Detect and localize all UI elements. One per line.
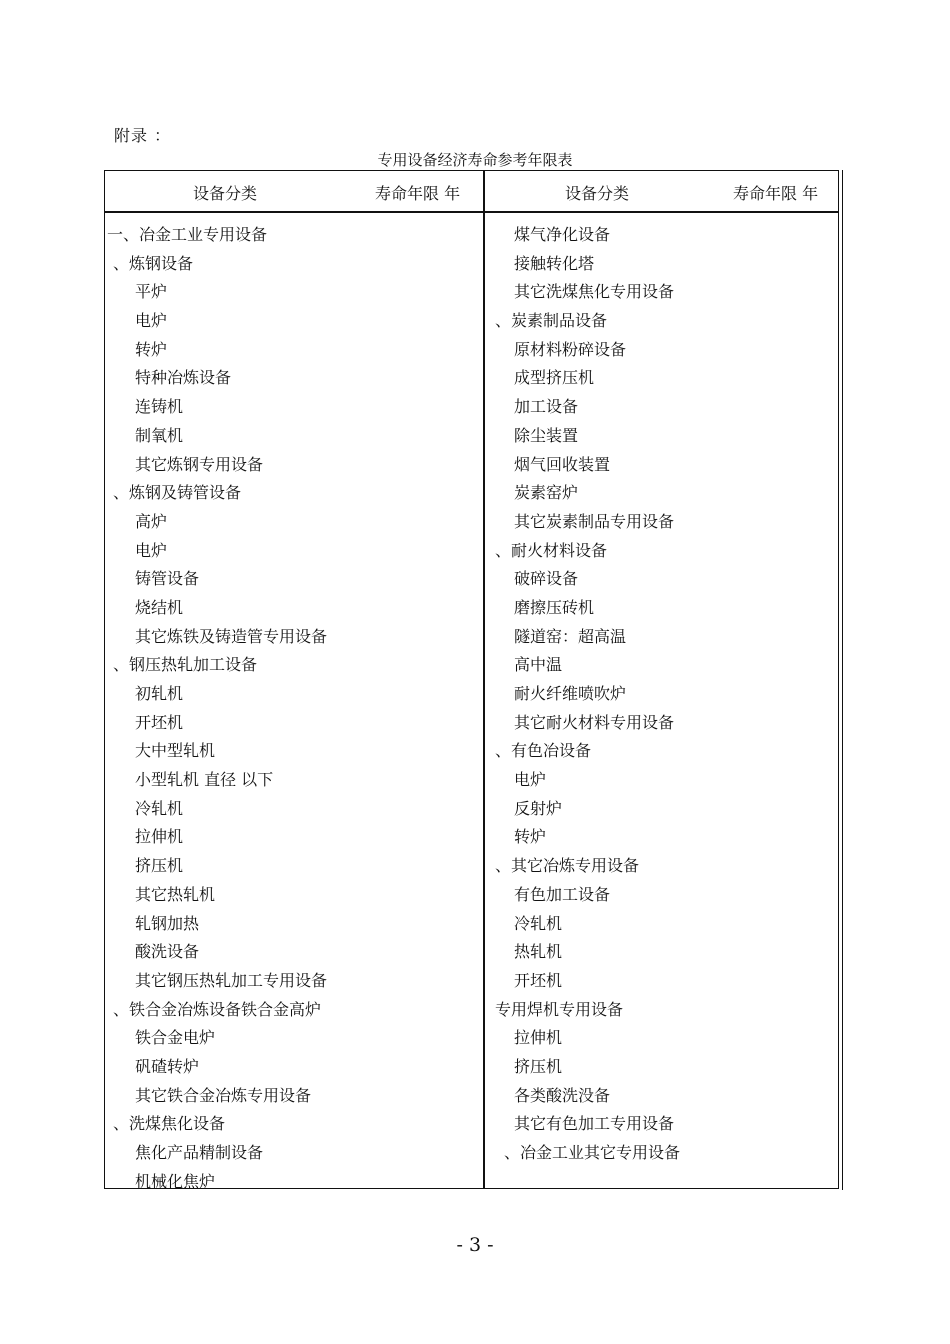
equipment-item: 机械化焦炉 bbox=[135, 1171, 216, 1191]
category-heading: 、炭素制品设备 bbox=[495, 311, 608, 331]
header-left-category: 设备分类 bbox=[193, 184, 258, 203]
appendix-label: 附录 ： bbox=[114, 126, 172, 145]
equipment-item: 矾碴转炉 bbox=[135, 1056, 200, 1076]
category-heading: 、铁合金冶炼设备铁合金高炉 bbox=[113, 999, 322, 1019]
equipment-item: 拉伸机 bbox=[135, 827, 184, 847]
header-divider bbox=[105, 211, 838, 213]
header-left-life: 寿命年限 年 bbox=[375, 184, 461, 203]
equipment-item: 除尘装置 bbox=[514, 425, 579, 445]
equipment-item: 冷轧机 bbox=[135, 798, 184, 818]
page-number: - 3 - bbox=[456, 1234, 494, 1256]
equipment-item: 高中温 bbox=[514, 655, 563, 675]
equipment-item: 炭素窑炉 bbox=[514, 483, 579, 503]
equipment-item: 初轧机 bbox=[135, 684, 184, 703]
category-heading: 、钢压热轧加工设备 bbox=[113, 655, 258, 675]
equipment-item: 电炉 bbox=[514, 770, 547, 790]
equipment-item: 开坯机 bbox=[135, 712, 184, 732]
equipment-item: 磨擦压砖机 bbox=[514, 597, 595, 617]
equipment-item: 轧钢加热 bbox=[135, 913, 200, 933]
equipment-item: 转炉 bbox=[135, 339, 168, 359]
equipment-item: 烟气回收装置 bbox=[514, 454, 611, 474]
equipment-item: 破碎设备 bbox=[514, 569, 579, 589]
header-right-category: 设备分类 bbox=[565, 184, 630, 203]
equipment-item: 其它洗煤焦化专用设备 bbox=[514, 282, 675, 302]
equipment-item: 隧道窑：超高温 bbox=[514, 626, 627, 646]
category-heading: 一、冶金工业专用设备 bbox=[107, 225, 268, 244]
equipment-item: 热轧机 bbox=[514, 942, 563, 962]
equipment-item: 烧结机 bbox=[135, 597, 184, 617]
equipment-item: 大中型轧机 bbox=[135, 741, 216, 761]
equipment-item: 开坯机 bbox=[514, 970, 563, 990]
column-divider bbox=[483, 171, 485, 1188]
equipment-item: 拉伸机 bbox=[514, 1028, 563, 1048]
left-category-list bbox=[105, 221, 483, 1196]
category-heading: 、有色冶设备 bbox=[495, 741, 592, 761]
equipment-item: 成型挤压机 bbox=[514, 368, 595, 388]
equipment-item: 冷轧机 bbox=[514, 913, 563, 933]
equipment-item: 其它炼钢专用设备 bbox=[135, 454, 264, 474]
equipment-item: 其它炭素制品专用设备 bbox=[514, 511, 675, 531]
equipment-item: 有色加工设备 bbox=[514, 884, 611, 904]
equipment-item: 连铸机 bbox=[135, 397, 184, 417]
equipment-item: 平炉 bbox=[135, 282, 168, 302]
equipment-item: 铁合金电炉 bbox=[135, 1028, 216, 1048]
equipment-item: 反射炉 bbox=[514, 798, 563, 818]
equipment-item: 高炉 bbox=[135, 511, 168, 531]
category-heading: 、耐火材料设备 bbox=[495, 540, 608, 560]
category-heading: 、炼钢及铸管设备 bbox=[113, 483, 242, 503]
equipment-life-table bbox=[104, 170, 839, 1189]
equipment-item: 电炉 bbox=[135, 311, 168, 331]
equipment-item: 其它炼铁及铸造管专用设备 bbox=[135, 626, 328, 646]
equipment-item: 铸管设备 bbox=[135, 569, 200, 589]
equipment-item: 各类酸洗没备 bbox=[514, 1085, 611, 1105]
right-category-list bbox=[486, 221, 836, 1168]
equipment-item: 制氧机 bbox=[135, 425, 184, 445]
category-heading: 、炼钢设备 bbox=[113, 253, 194, 273]
equipment-item: 煤气净化设备 bbox=[514, 225, 611, 244]
header-right-life: 寿命年限 年 bbox=[733, 184, 819, 203]
equipment-item: 其它热轧机 bbox=[135, 884, 216, 904]
equipment-item: 接触转化塔 bbox=[514, 253, 595, 273]
equipment-item: 酸洗设备 bbox=[135, 942, 200, 962]
equipment-item: 其它钢压热轧加工专用设备 bbox=[135, 970, 328, 990]
equipment-item: 特种冶炼设备 bbox=[135, 368, 232, 388]
equipment-item: 耐火纤维喷吹炉 bbox=[514, 684, 627, 703]
equipment-item: 焦化产品精制设备 bbox=[135, 1143, 264, 1162]
equipment-item: 其它耐火材料专用设备 bbox=[514, 712, 675, 732]
equipment-item: 挤压机 bbox=[135, 856, 184, 876]
equipment-item: 转炉 bbox=[514, 827, 547, 847]
equipment-item: 加工设备 bbox=[514, 397, 579, 417]
equipment-item: 小型轧机 直径 以下 bbox=[135, 770, 274, 790]
equipment-item: 原材料粉碎设备 bbox=[514, 339, 627, 359]
category-heading: 专用焊机专用设备 bbox=[495, 999, 624, 1019]
category-heading: 、洗煤焦化设备 bbox=[113, 1114, 226, 1134]
equipment-item: 电炉 bbox=[135, 540, 168, 560]
equipment-item: 其它铁合金冶炼专用设备 bbox=[135, 1085, 312, 1105]
category-heading: 、冶金工业其它专用设备 bbox=[504, 1143, 681, 1162]
equipment-item: 其它有色加工专用设备 bbox=[514, 1114, 675, 1134]
category-heading: 、其它冶炼专用设备 bbox=[495, 856, 640, 876]
table-title: 专用设备经济寿命参考年限表 bbox=[377, 151, 573, 169]
equipment-item: 挤压机 bbox=[514, 1056, 563, 1076]
